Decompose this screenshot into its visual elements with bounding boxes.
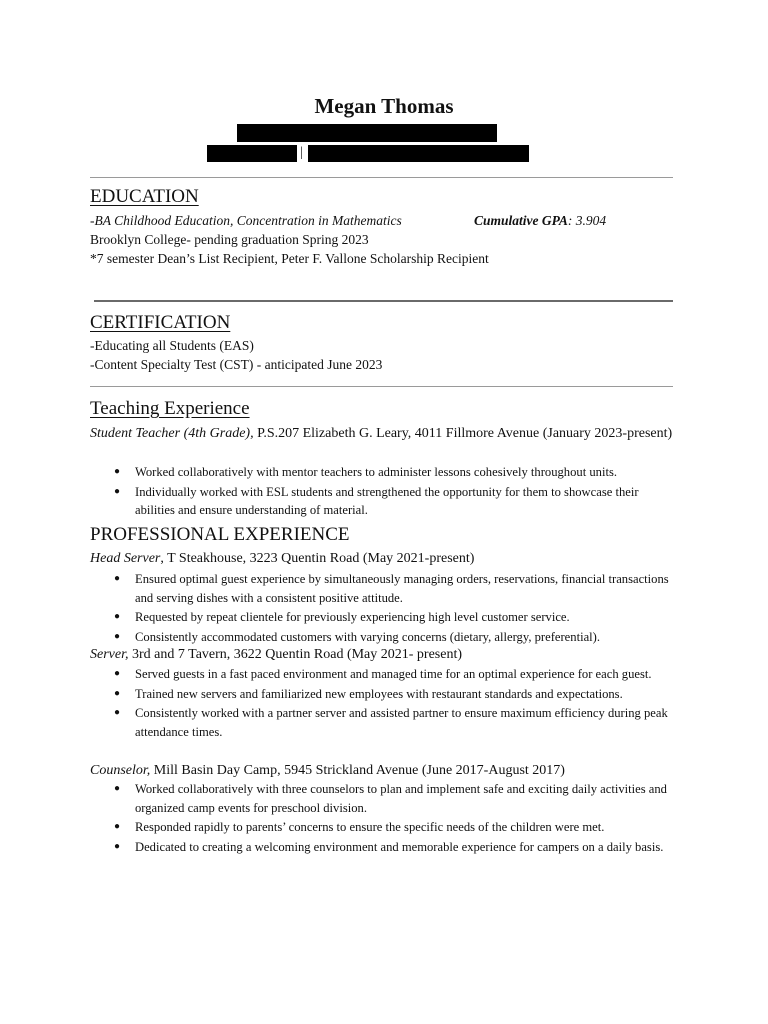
bullet-icon: ● xyxy=(114,783,121,794)
list-item: ● Dedicated to creating a welcoming environment and memorable experience for campers on a daily basis. xyxy=(112,838,672,857)
divider-education xyxy=(94,300,673,302)
redacted-contact-phone xyxy=(207,145,297,162)
section-heading-professional: PROFESSIONAL EXPERIENCE xyxy=(90,524,350,545)
section-heading-education: EDUCATION xyxy=(90,186,199,207)
bullet-icon: ● xyxy=(114,840,121,852)
candidate-name: Megan Thomas xyxy=(314,94,454,118)
list-item: ● Requested by repeat clientele for previously experiencing high level customer service. xyxy=(112,608,672,627)
list-item: ● Responded rapidly to parents’ concerns to ensure the specific needs of the children were met. xyxy=(112,818,672,837)
list-item: ● Trained new servers and familiarized new employees with restaurant standards and expectations. xyxy=(112,685,672,704)
job-bullets xyxy=(112,780,672,857)
bullet-icon: ● xyxy=(114,821,121,832)
job-role-line: Counselor, Mill Basin Day Camp, 5945 Strickland Avenue (June 2017-August 2017) xyxy=(90,763,565,778)
list-item: ● Consistently worked with a partner server and assisted partner to ensure maximum efficiency during peak attendance times. xyxy=(114,706,668,739)
list-item: ● Ensured optimal guest experience by simultaneously managing orders, reservations, financial transactions and serving dishes with a consistent positive attitude. xyxy=(114,572,669,605)
job-bullets xyxy=(112,665,672,742)
certification-item: -Educating all Students (EAS) xyxy=(90,338,254,353)
list-item: ● Individually worked with ESL students and strengthened the opportunity for them to showcase their abilities and ensure understanding of material. xyxy=(114,484,639,517)
bullet-icon: ● xyxy=(114,573,121,584)
contact-separator: | xyxy=(300,145,303,160)
list-item: ● Consistently accommodated customers with varying concerns (dietary, allergy, preferential). xyxy=(112,628,672,647)
bullet-icon: ● xyxy=(114,687,121,699)
certification-item: -Content Specialty Test (CST) - anticipated June 2023 xyxy=(90,357,383,372)
job-bullets xyxy=(112,570,672,647)
education-honors: *7 semester Dean’s List Recipient, Peter F. Vallone Scholarship Recipient xyxy=(90,251,489,266)
bullet-icon: ● xyxy=(114,707,121,718)
teaching-bullets xyxy=(112,463,672,521)
redacted-contact-line-1 xyxy=(237,124,497,142)
teaching-role-line: Student Teacher (4th Grade), P.S.207 Elizabeth G. Leary, 4011 Fillmore Avenue (January 2023-present) xyxy=(90,426,673,441)
education-gpa: Cumulative GPA: 3.904 xyxy=(474,213,607,228)
education-degree: -BA Childhood Education, Concentration in Mathematics xyxy=(90,213,402,228)
list-item: ● Worked collaboratively with three counselors to plan and implement safe and exciting daily activities and organized camp events for preschool division. xyxy=(114,782,667,815)
bullet-icon: ● xyxy=(114,668,121,679)
education-college: Brooklyn College- pending graduation Spring 2023 xyxy=(90,232,369,247)
redacted-contact-email xyxy=(308,145,529,162)
divider-certification xyxy=(90,386,673,387)
bullet-icon: ● xyxy=(114,485,121,497)
section-heading-teaching: Teaching Experience xyxy=(90,398,250,419)
job-role-line: Head Server, T Steakhouse, 3223 Quentin Road (May 2021-present) xyxy=(90,551,475,566)
bullet-icon: ● xyxy=(114,466,121,477)
list-item: ● Served guests in a fast paced environment and managed time for an optimal experience for each guest. xyxy=(112,665,672,684)
list-item: ● Worked collaboratively with mentor teachers to administer lessons cohesively throughout units. xyxy=(112,463,672,482)
divider-header xyxy=(90,177,673,178)
bullet-icon: ● xyxy=(114,630,121,642)
job-role-line: Server, 3rd and 7 Tavern, 3622 Quentin Road (May 2021- present) xyxy=(90,647,463,662)
section-heading-certification: CERTIFICATION xyxy=(90,312,231,333)
bullet-icon: ● xyxy=(114,611,121,622)
